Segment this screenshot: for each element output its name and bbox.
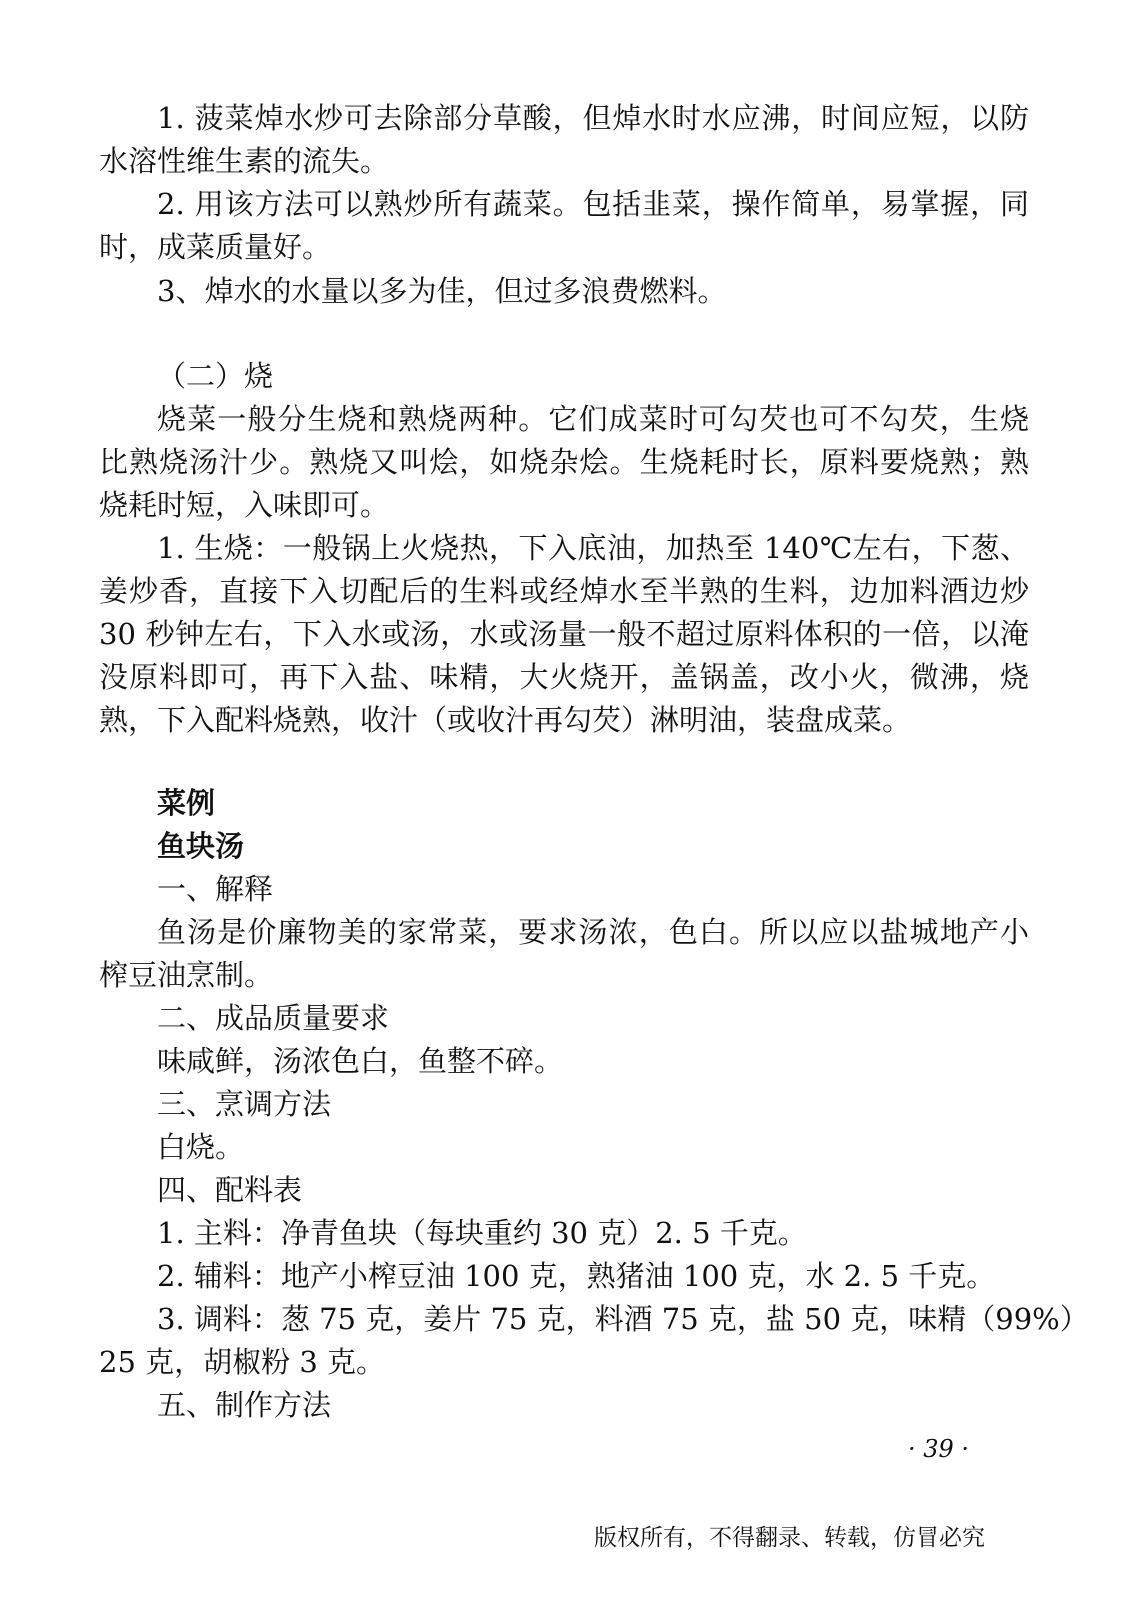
subsection-heading: 二、成品质量要求 [157, 1001, 390, 1035]
text-line: 比熟烧汤汁少。熟烧又叫烩，如烧杂烩。生烧耗时长，原料要烧熟；熟 [99, 445, 1029, 479]
text-line: 鱼汤是价廉物美的家常菜，要求汤浓，色白。所以应以盐城地产小 [157, 915, 1029, 949]
subsection-heading: 四、配料表 [157, 1173, 303, 1207]
text-line: 30 秒钟左右，下入水或汤，水或汤量一般不超过原料体积的一倍，以淹 [99, 617, 1029, 651]
text-line: 味咸鲜，汤浓色白，鱼整不碎。 [157, 1044, 564, 1078]
text-line: 2. 用该方法可以熟炒所有蔬菜。包括韭菜，操作简单，易掌握，同 [157, 187, 1029, 221]
text-line: 榨豆油烹制。 [99, 958, 274, 992]
text-line: 3、焯水的水量以多为佳，但过多浪费燃料。 [157, 274, 727, 308]
text-line: 1. 生烧：一般锅上火烧热，下入底油，加热至 140℃左右，下葱、 [157, 531, 1029, 565]
subsection-heading: 五、制作方法 [157, 1388, 332, 1422]
text-line: 烧耗时短，入味即可。 [99, 488, 390, 522]
text-line: 没原料即可，再下入盐、味精，大火烧开，盖锅盖，改小火，微沸，烧 [99, 660, 1029, 694]
text-line: 烧菜一般分生烧和熟烧两种。它们成菜时可勾芡也可不勾芡，生烧 [157, 402, 1029, 436]
subsection-heading: 一、解释 [157, 872, 274, 906]
text-line: 白烧。 [157, 1130, 245, 1164]
text-line: 2. 辅料：地产小榨豆油 100 克，熟猪油 100 克，水 2. 5 千克。 [157, 1259, 996, 1293]
recipe-title: 鱼块汤 [157, 829, 245, 863]
text-line: 25 克，胡椒粉 3 克。 [99, 1345, 386, 1379]
copyright-footer: 版权所有，不得翻录、转载，仿冒必究 [594, 1525, 985, 1551]
text-line: 1. 菠菜焯水炒可去除部分草酸，但焯水时水应沸，时间应短，以防 [157, 101, 1029, 135]
text-line: 熟，下入配料烧熟，收汁（或收汁再勾芡）淋明油，装盘成菜。 [99, 703, 912, 737]
text-line: 姜炒香，直接下入切配后的生料或经焯水至半熟的生料，边加料酒边炒 [99, 574, 1029, 608]
text-line: 1. 主料：净青鱼块（每块重约 30 克）2. 5 千克。 [157, 1216, 807, 1250]
text-line: 水溶性维生素的流失。 [99, 144, 390, 178]
subsection-heading: 三、烹调方法 [157, 1087, 332, 1121]
text-line: 3. 调料：葱 75 克，姜片 75 克，料酒 75 克，盐 50 克，味精（99%） [157, 1302, 1089, 1336]
section-heading: （二）烧 [157, 359, 274, 393]
page-number: · 39 · [908, 1435, 970, 1463]
recipe-section-title: 菜例 [157, 786, 216, 820]
text-line: 时，成菜质量好。 [99, 230, 332, 264]
